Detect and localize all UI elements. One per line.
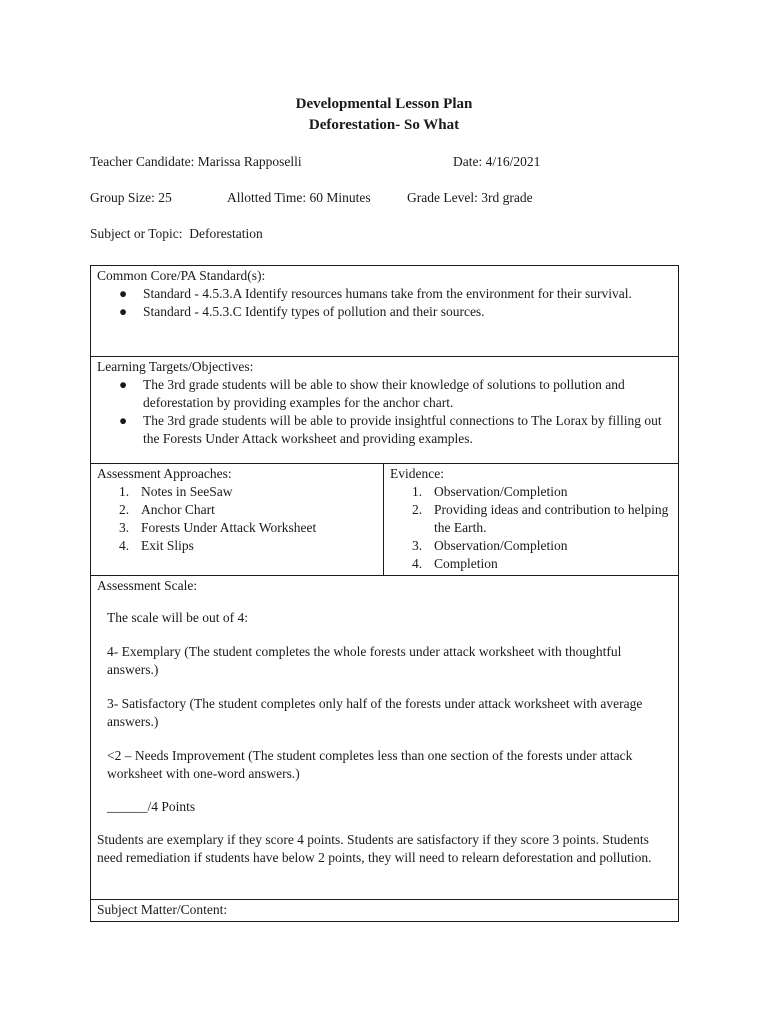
scale-exemplary: 4- Exemplary (The student completes the whole forests under attack worksheet with thoughtful answers.) <box>107 644 622 677</box>
objectives-list <box>97 376 672 448</box>
standards-list <box>97 285 672 321</box>
standards-heading: Common Core/PA Standard(s): <box>97 268 266 283</box>
scale-intro: The scale will be out of 4: <box>107 610 248 625</box>
evidence-heading: Evidence: <box>390 466 444 481</box>
list-item: 2. Anchor Chart <box>119 502 215 517</box>
standards-cell <box>91 266 679 357</box>
scale-points-blank: ______/4 Points <box>107 799 196 814</box>
scale-row <box>91 576 679 900</box>
subject-topic: Subject or Topic: Deforestation <box>90 226 263 241</box>
objectives-row <box>91 357 679 464</box>
bullet-icon: ● <box>119 286 128 301</box>
group-size: Group Size: 25 <box>90 190 172 205</box>
list-item: 1. Observation/Completion <box>412 484 568 499</box>
assessment-row <box>91 464 679 576</box>
scale-satisfactory: 3- Satisfactory (The student completes only half of the forests under attack worksheet with average answers.) <box>107 696 643 729</box>
list-item: ● Standard - 4.5.3.C Identify types of pollution and their sources. <box>119 304 485 319</box>
assessment-heading: Assessment Approaches: <box>97 466 232 481</box>
bullet-icon: ● <box>119 377 128 392</box>
assessment-scale-cell <box>91 576 679 900</box>
list-item: 3. Forests Under Attack Worksheet <box>119 520 317 535</box>
evidence-list <box>390 483 672 573</box>
grade-level: Grade Level: 3rd grade <box>407 190 533 205</box>
evidence-cell <box>384 464 679 576</box>
list-item: 1. Notes in SeeSaw <box>119 484 233 499</box>
list-item: 4. Completion <box>412 556 498 571</box>
bullet-icon: ● <box>119 304 128 319</box>
list-item: 4. Exit Slips <box>119 538 194 553</box>
assessment-approaches-cell <box>91 464 384 576</box>
scale-needs-improvement: <2 – Needs Improvement (The student completes less than one section of the forests under attack worksheet with one-word answers.) <box>107 748 633 781</box>
bullet-icon: ● <box>119 413 128 428</box>
lesson-plan-table <box>90 265 679 922</box>
document-subtitle: Deforestation- So What <box>308 117 460 133</box>
teacher-candidate: Teacher Candidate: Marissa Rapposelli <box>90 154 302 169</box>
list-item: ● Standard - 4.5.3.A Identify resources humans take from the environment for their survival. <box>119 286 632 301</box>
subject-matter-heading: Subject Matter/Content: <box>97 902 228 917</box>
scale-summary: Students are exemplary if they score 4 points. Students are satisfactory if they score 3 points. Students need remediation if students have below 2 points, they will need to relearn deforestation and pollution. <box>97 832 652 865</box>
assessment-list <box>97 483 377 555</box>
allotted-time: Allotted Time: 60 Minutes <box>227 190 371 205</box>
subject-matter-row <box>91 900 679 922</box>
subject-matter-cell <box>91 900 679 922</box>
list-item: ● The 3rd grade students will be able to provide insightful connections to The Lorax by filling out the Forests Under Attack worksheet and providing examples. <box>119 413 662 446</box>
standards-row <box>91 266 679 357</box>
scale-heading: Assessment Scale: <box>97 578 198 593</box>
document-title: Developmental Lesson Plan <box>295 96 473 112</box>
lesson-date: Date: 4/16/2021 <box>453 154 541 169</box>
objectives-heading: Learning Targets/Objectives: <box>97 359 254 374</box>
list-item: ● The 3rd grade students will be able to show their knowledge of solutions to pollution and deforestation by providing examples for the anchor chart. <box>119 377 625 410</box>
list-item: 3. Observation/Completion <box>412 538 568 553</box>
list-item: 2. Providing ideas and contribution to helping the Earth. <box>412 502 669 535</box>
objectives-cell <box>91 357 679 464</box>
